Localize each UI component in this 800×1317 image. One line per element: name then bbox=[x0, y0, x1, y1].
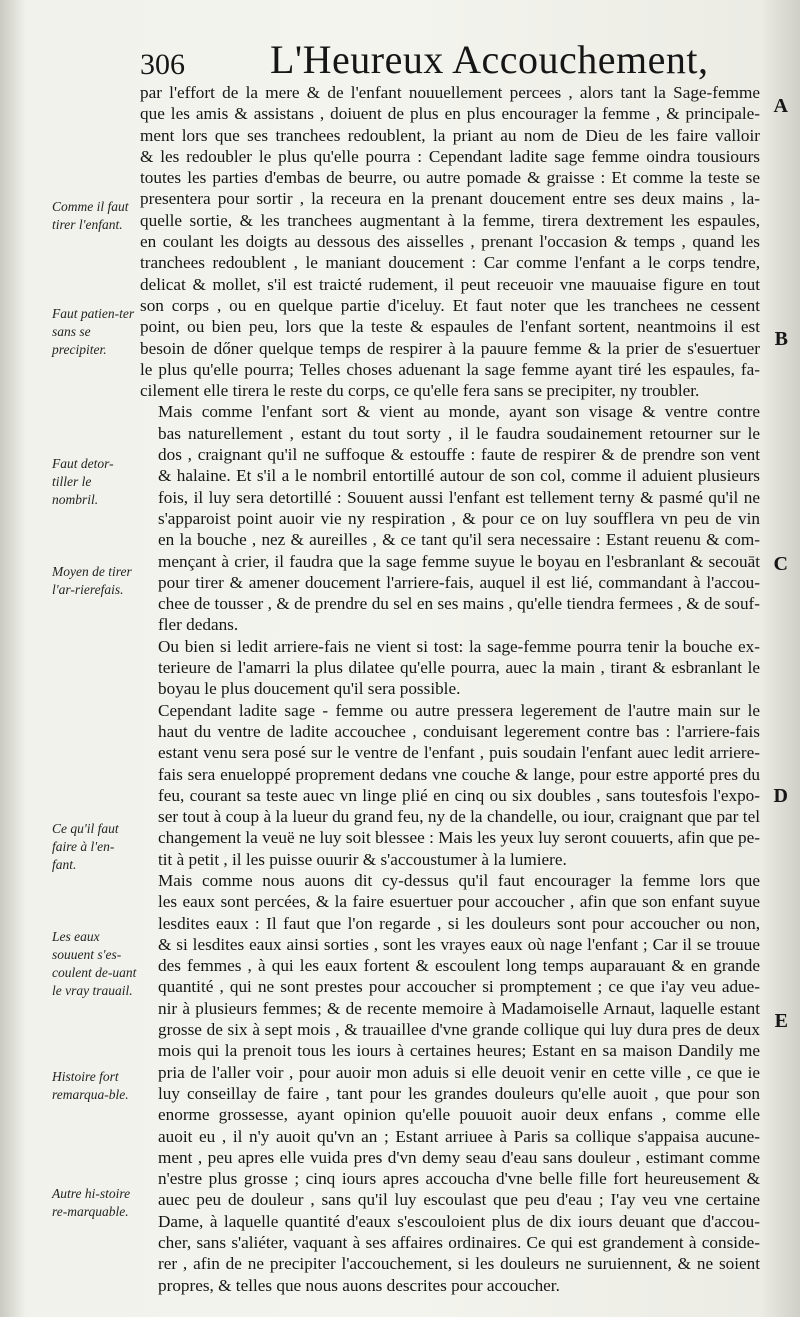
text-line: Cependant ladite sage - femme ou autre pressera legerement de l'autre main sur le bbox=[158, 700, 760, 720]
section-marker: E bbox=[774, 1010, 788, 1032]
text-line: lesdites eaux : Il faut que l'on regarde , si les douleurs sont pour accoucher ou non, bbox=[158, 913, 760, 933]
text-line: besoin de dőner quelque temps de respirer à la pauure femme & la prier de s'esuertuer bbox=[140, 338, 760, 358]
text-line: & si lesdites eaux ainsi sorties , sont les vrayes eaux où nage l'enfant ; Car il se trouue bbox=[158, 934, 760, 954]
text-line: cilement elle tirera le reste du corps, ce qu'elle fera sans se precipiter, ny troubler. bbox=[140, 381, 700, 401]
text-line: & halaine. Et s'il a le nombril entortillé autour de son col, comme il aduient plusieurs bbox=[158, 466, 760, 486]
main-text bbox=[140, 82, 760, 1296]
text-line: auec peu de douleur , sans qu'il luy escoulast que peu d'eau ; I'ay veu vne certaine bbox=[158, 1190, 760, 1210]
text-line: quelle sortie, & les tranchees augmentant à la femme, tirera dextrement les espaules, bbox=[140, 210, 760, 230]
page-header bbox=[140, 36, 760, 86]
page-number: 306 bbox=[140, 48, 185, 81]
text-line: Mais comme l'enfant sort & vient au monde, ayant son visage & ventre contre bbox=[158, 402, 760, 422]
text-line: quantité , qui ne sont prestes pour accoucher si promptement ; ce que i'ay veu adue- bbox=[158, 977, 760, 997]
text-line: enorme grossesse, ayant opinion qu'elle pouuoit auoir deux enfans , comme elle bbox=[158, 1105, 760, 1125]
text-line: grosse de six à sept mois , & trauaillee d'vne grande collique qui luy dura pres de deux bbox=[158, 1020, 760, 1040]
margin-note: Autre hi-stoire re-marquable. bbox=[52, 1186, 131, 1219]
text-line: Mais comme nous auons dit cy-dessus qu'il faut encourager la femme lors que bbox=[158, 870, 760, 890]
text-line: bas naturellement , estant du tout sorty , il le faudra soudainement retourner sur le bbox=[158, 423, 760, 443]
text-line: pour tirer & amener doucement l'arriere-fais, auquel il est lié, commandant à l'accou- bbox=[158, 572, 760, 592]
text-line: cher, sans s'aliéter, vaquant à ses affaires ordinaires. Ce qui est grandement à conside- bbox=[158, 1233, 760, 1253]
paragraph bbox=[140, 870, 760, 1296]
text-line: tranchees redoublent , le maniant doucement : Car comme l'enfant a le corps tendre, bbox=[140, 253, 760, 273]
text-line: estant venu sera posé sur le ventre de l'enfant , puis soudain l'enfant auec ledit arriere- bbox=[158, 743, 760, 763]
text-line: ser tout à coup à la lueur du grand feu, ny de la chandelle, ou iour, craignant que par tel bbox=[158, 807, 760, 827]
text-line: nir à plusieurs femmes; & de recente memoire à Madamoiselle Arnaut, laquelle estant bbox=[158, 998, 760, 1018]
text-line: rer , afin de ne precipiter l'accouchement, si les douleurs ne suruiennent, & ne soient bbox=[158, 1254, 760, 1274]
text-line: toutes les parties d'embas de beurre, ou autre pomade & graisse : Et comme la teste se bbox=[140, 168, 760, 188]
margin-note: Faut patien-ter sans se precipiter. bbox=[52, 306, 135, 357]
text-line: en coulant les doigts au dessous des aisselles , prenant l'occasion & temps , quand les bbox=[140, 232, 760, 252]
margin-note: Histoire fort remarqua-ble. bbox=[52, 1069, 129, 1102]
text-line: n'estre plus grosse ; cinq iours apres accoucha d'vne belle fille fort heureusement & bbox=[158, 1169, 760, 1189]
text-line: en la bouche , nez & aureilles , & ce tant qu'il sera necessaire : Estant reuenu & com- bbox=[158, 530, 760, 550]
text-line: point, ou bien peu, lors que la teste & espaules de l'enfant sortent, neantmoins il est bbox=[140, 317, 760, 337]
text-line: changement la veuë ne luy soit blessee : Mais les yeux luy seront couuerts, afin que pe- bbox=[158, 828, 760, 848]
text-line: le plus qu'elle pourra; Telles choses aduenant la sage femme ayant tiré les espaules, fa- bbox=[140, 359, 760, 379]
margin-note: Faut detor-tiller le nombril. bbox=[52, 456, 114, 507]
text-line: dos , craignant qu'il ne suffoque & estouffe : faute de respirer & de prendre son vent bbox=[158, 445, 760, 465]
text-line: auoit eu , il n'y auoit qu'vn an ; Estant arriuee à Paris sa collique s'appaisa aucune- bbox=[158, 1126, 760, 1146]
margin-note: Comme il faut tirer l'enfant. bbox=[52, 199, 129, 232]
text-line: chee de tousser , & de prendre du sel en ses mains , qu'elle tiendra fermees , & de souf- bbox=[158, 594, 760, 614]
text-line: mois qui la prenoit tous les iours à certaines heures; Estant en sa maison Dandily me bbox=[158, 1041, 760, 1061]
text-line: & les redoubler le plus qu'elle pourra : Cependant ladite sage femme oindra tousiours bbox=[140, 146, 760, 166]
text-line: que les amis & assistans , doiuent de plus en plus encourager la femme , & principale- bbox=[140, 104, 760, 124]
text-line: luy conseillay de faire , tant pour les grandes douleurs qu'elle auoit , que pour son bbox=[158, 1083, 760, 1103]
margin-note: Ce qu'il faut faire à l'en-fant. bbox=[52, 821, 119, 872]
text-line: presentera pour sortir , la receura en la prenant doucement entre ses deux mains , la- bbox=[140, 189, 760, 209]
text-line: delicat & mollet, s'il est traicté rudement, il peut receuoir vne mauuaise figure en tout bbox=[140, 274, 760, 294]
running-title: L'Heureux Accouchement, bbox=[270, 37, 709, 82]
text-line: fais sera enueloppé proprement dedans vne couche & lange, pour estre apporté pres du bbox=[158, 764, 760, 784]
text-line: s'apparoist point auoir vie ny respiration , & pour ce on luy soufflera vn peu de vin bbox=[158, 508, 760, 528]
text-line: par l'effort de la mere & de l'enfant nouuellement percees , alors tant la Sage-femme bbox=[140, 83, 760, 102]
section-marker: D bbox=[773, 785, 788, 807]
text-line: tit à petit , il les puisse ouurir & s'accoustumer à la lumiere. bbox=[158, 849, 567, 869]
text-line: Dame, à laquelle quantité d'eaux s'escouloient plus de dix iours deuant que d'accou- bbox=[158, 1211, 760, 1231]
text-line: Ou bien si ledit arriere-fais ne vient si tost: la sage-femme pourra tenir la bouche ex- bbox=[158, 636, 760, 656]
text-line: fois, il luy sera detortillé : Souuent aussi l'enfant est tellement terny & pasmé qu'il ne bbox=[158, 487, 760, 507]
section-marker: A bbox=[773, 95, 788, 117]
text-line: fler dedans. bbox=[158, 615, 239, 635]
paragraph bbox=[140, 636, 760, 700]
text-line: pria de l'aller voir , pour auoir mon aduis si elle deuoit venir en cette ville , ce que ie bbox=[158, 1062, 760, 1082]
paragraph bbox=[140, 401, 760, 635]
text-line: ment , peu apres elle vuida pres d'vn demy seau d'eau sans douleur , estimant comme bbox=[158, 1147, 760, 1167]
text-line: ment lors que ses tranchees redoublent, la priant au nom de Dieu de les faire valloir bbox=[140, 125, 760, 145]
text-line: terieure de l'amarri la plus dilatee qu'elle pourra, auec la main , tirant & esbranlant le bbox=[158, 658, 760, 678]
section-marker: B bbox=[774, 328, 788, 350]
text-line: feu, courant sa teste auec vn linge plié en cinq ou six doubles , sans toutesfois l'expo- bbox=[158, 785, 760, 805]
section-marker: C bbox=[773, 553, 788, 575]
text-line: les eaux sont percées, & la faire esuertuer pour accoucher , afin que son enfant suyue bbox=[158, 892, 760, 912]
paragraph bbox=[140, 82, 760, 401]
text-line: boyau le plus doucement qu'il sera possible. bbox=[158, 679, 461, 699]
margin-note: Les eaux souuent s'es-coulent de-uant le vray trauail. bbox=[52, 929, 137, 998]
margin-note: Moyen de tirer l'ar-rierefais. bbox=[52, 564, 132, 597]
paragraph bbox=[140, 700, 760, 870]
text-line: son corps , ou en quelque partie d'iceluy. Et faut noter que les tranchees ne cessent bbox=[140, 295, 760, 315]
text-line: des femmes , à qui les eaux fortent & escoulent long temps auparauant & en grande bbox=[158, 956, 760, 976]
text-line: mençant à crier, il faudra que la sage femme suyue le boyau en l'esbranlant & secouāt bbox=[158, 551, 760, 571]
text-line: haut du ventre de ladite accouchee , conduisant legerement contre bas : l'arriere-fais bbox=[158, 721, 760, 741]
text-line: propres, & telles que nous auons descrites pour accoucher. bbox=[158, 1275, 560, 1295]
